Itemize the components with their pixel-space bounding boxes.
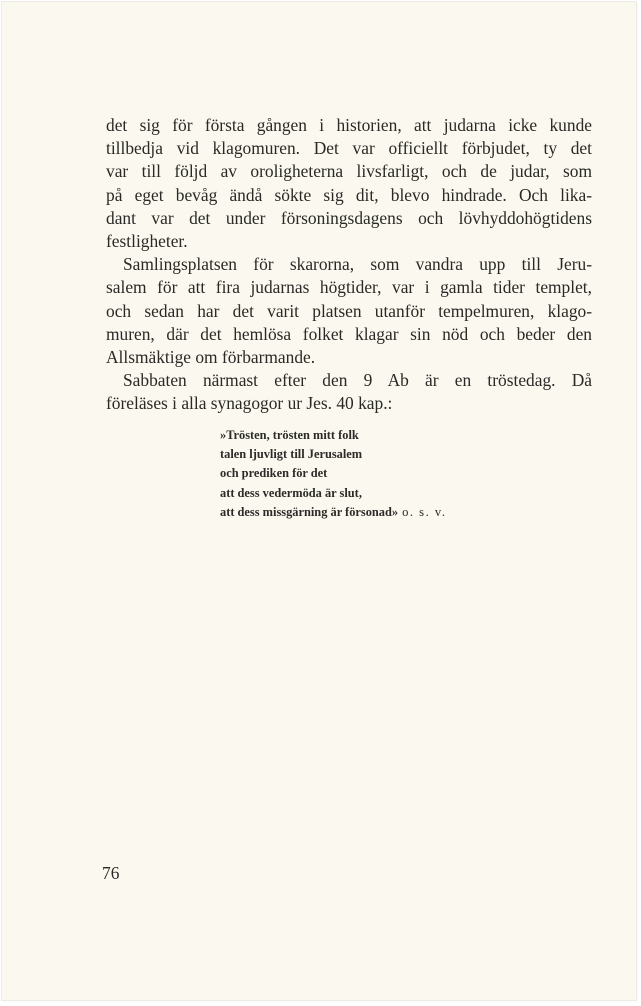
text-line: det sig för första gången i historien, att judarna icke kunde: [106, 115, 592, 135]
paragraph-3: [106, 369, 592, 415]
book-page: [2, 2, 636, 1000]
text-line: Samlingsplatsen för skarorna, som vandra upp till Jeru-: [123, 254, 592, 275]
text-line: på eget bevåg ändå sökte sig dit, blevo hindrade. Och lika-: [106, 184, 592, 205]
quote-line-text: att dess missgärning är försonad»: [220, 504, 399, 519]
paragraph-1: [106, 114, 592, 253]
text-line: festligheter.: [106, 230, 188, 251]
quote-suffix: o. s. v.: [402, 504, 447, 519]
quotation-block: [220, 426, 447, 522]
text-line: var till följd av oroligheterna livsfarligt, och de judar, som: [106, 161, 592, 182]
quote-line: och prediken för det: [220, 466, 328, 481]
quote-line: att dess vedermöda är slut,: [220, 485, 362, 500]
text-line: föreläses i alla synagogor ur Jes. 40 kap.:: [106, 393, 393, 414]
text-line: dant var det under försoningsdagens och lövhyddohögtidens: [106, 207, 592, 228]
text-line: Sabbaten närmast efter den 9 Ab är en tröstedag. Då: [123, 370, 592, 391]
text-line: muren, där det hemlösa folket klagar sin nöd och beder den: [106, 323, 592, 344]
quote-line: talen ljuvligt till Jerusalem: [220, 447, 363, 462]
text-line: och sedan har det varit platsen utanför tempelmuren, klago-: [106, 300, 592, 321]
quote-line-last: [220, 503, 447, 522]
text-line: Allsmäktige om förbarmande.: [106, 346, 316, 367]
text-line: tillbedja vid klagomuren. Det var officiellt förbjudet, ty det: [106, 138, 592, 159]
paragraph-2: [106, 253, 592, 369]
page-number: 76: [102, 863, 120, 883]
text-line: salem för att fira judarnas högtider, var i gamla tider templet,: [106, 277, 592, 298]
body-text: [106, 114, 592, 415]
quote-line: »Trösten, trösten mitt folk: [220, 428, 359, 442]
